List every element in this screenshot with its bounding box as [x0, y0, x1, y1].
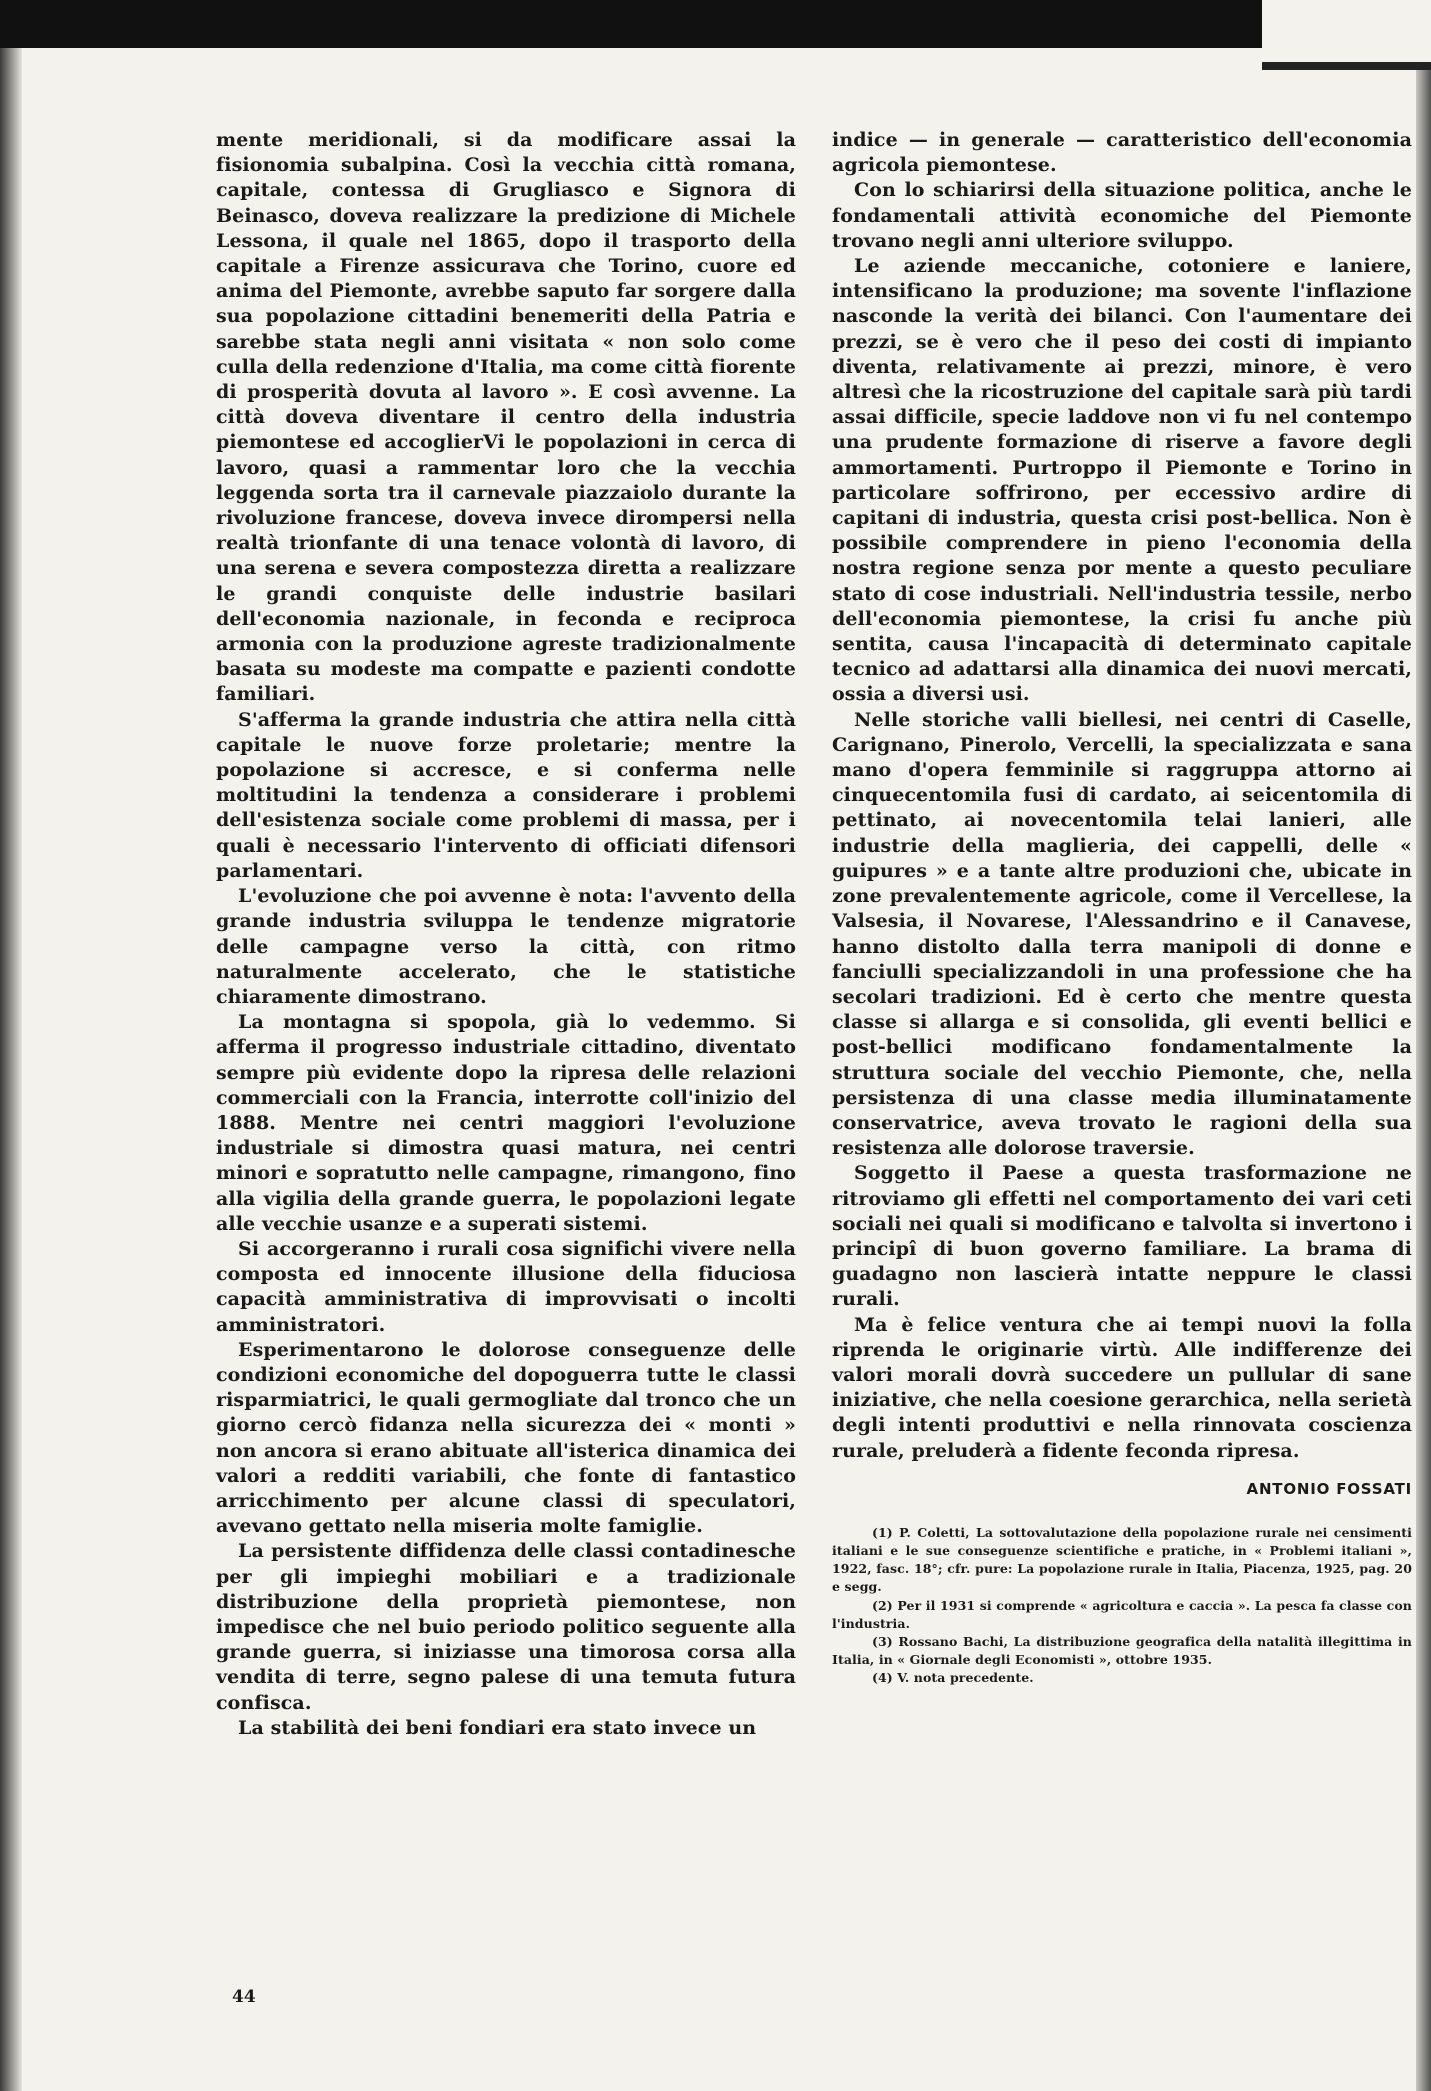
- left-paragraph-8: La stabilità dei beni fondiari era stato invece un: [238, 1716, 757, 1739]
- left-text-column: [216, 128, 796, 1741]
- top-black-band: [0, 0, 1262, 48]
- page-number: 44: [232, 1987, 256, 2007]
- footnotes: [832, 1524, 1412, 1688]
- left-paragraph-6: Esperimentarono le dolorose conseguenze delle condizioni economiche del dopoguerra tutte le classi risparmiatrici, le quali germogliate dal tronco che un giorno cercò fidanza nella sicurezza dei « monti » non ancora si erano abituate all'isterica dinamica dei valori a redditi variabili, che fonte di fantastico arricchimento per alcune classi di speculatori, avevano gettato nella miseria molte famiglie.: [216, 1338, 796, 1538]
- right-text-column: [832, 128, 1412, 1688]
- right-paragraph-3: Le aziende meccaniche, cotoniere e laniere, intensificano la produzione; ma sovente l'inflazione nasconde la verità dei bilanci. Con l'aumentare dei prezzi, se è vero che il peso dei costi di impianto diventa, relativamente ai prezzi, minore, è vero altresì che la ricostruzione del capitale sarà più tardi assai difficile, specie laddove non vi fu nel contempo una prudente formazione di riserve a favore degli ammortamenti. Purtroppo il Piemonte e Torino in particolare soffrirono, per eccessivo ardire di capitani di industria, questa crisi post-bellica. Non è possibile comprendere in pieno l'economia della nostra regione senza por mente a questo peculiare stato di cose industriali. Nell'industria tessile, nerbo dell'economia piemontese, la crisi fu anche più sentita, causa l'incapacità di determinato capitale tecnico ad adattarsi alla dinamica dei nuovi mercati, ossia a diversi usi.: [832, 255, 1412, 706]
- right-paragraph-5: Soggetto il Paese a questa trasformazione ne ritroviamo gli effetti nel comportamento dei vari ceti sociali nei quali si modificano e talvolta si invertono i principî di buon governo familiare. La brama di guadagno non lascierà intatte neppure le classi rurali.: [832, 1162, 1412, 1311]
- footnote-1: (1) P. Coletti, La sottovalutazione della popolazione rurale nei censimenti italiani e le sue conseguenze scientifiche e pratiche, in « Problemi italiani », 1922, fasc. 18°; cfr. pure: La popolazione rurale in Italia, Piacenza, 1925, pag. 20 e segg.: [832, 1524, 1412, 1595]
- footnote-4: (4) V. nota precedente.: [872, 1670, 1034, 1686]
- left-paragraph-3: L'evoluzione che poi avvenne è nota: l'avvento della grande industria sviluppa le tendenze migratorie delle campagne verso la città, con ritmo naturalmente accelerato, che le statistiche chiaramente dimostrano.: [216, 885, 796, 1008]
- left-paragraph-2: S'afferma la grande industria che attira nella città capitale le nuove forze proletarie; mentre la popolazione si accresce, e si conferma nelle moltitudini la tendenza a considerare i problemi dell'esistenza sociale come problemi di massa, per i quali è necessario l'intervento di officiati difensori parlamentari.: [216, 708, 796, 882]
- page-spine-shadow: [0, 48, 22, 2091]
- page-edge-shadow: [1416, 70, 1431, 2091]
- left-paragraph-4: La montagna si spopola, già lo vedemmo. Si afferma il progresso industriale cittadino, diventato sempre più evidente dopo la ripresa delle relazioni commerciali con la Francia, interrotte coll'inizio del 1888. Mentre nei centri maggiori l'evoluzione industriale si dimostra quasi matura, nei centri minori e sopratutto nelle campagne, rimangono, fino alla vigilia della grande guerra, le popolazioni legate alle vecchie usanze e a superati sistemi.: [216, 1011, 796, 1235]
- footnote-2: (2) Per il 1931 si comprende « agricoltura e caccia ». La pesca fa classe con l'industria.: [832, 1597, 1412, 1631]
- left-paragraph-5: Si accorgeranno i rurali cosa significhi vivere nella composta ed innocente illusione della fiduciosa capacità amministrativa di improvvisati o incolti amministratori.: [216, 1237, 796, 1336]
- author-signature: ANTONIO FOSSATI: [1246, 1479, 1412, 1498]
- right-paragraph-1: indice — in generale — caratteristico dell'economia agricola piemontese.: [832, 129, 1412, 177]
- left-paragraph-1: mente meridionali, si da modificare assai la fisionomia subalpina. Così la vecchia città romana, capitale, contessa di Grugliasco e Signora di Beinasco, doveva realizzare la predizione di Michele Lessona, il quale nel 1865, dopo il trasporto della capitale a Firenze assicurava che Torino, cuore ed anima del Piemonte, avrebbe saputo far sorgere dalla sua popolazione cittadini benemeriti della Patria e sarebbe stata negli anni visitata « non solo come culla della redenzione d'Italia, ma come città fiorente di prosperità dovuta al lavoro ». E così avvenne. La città doveva diventare il centro della industria piemontese ed accoglierVi le popolazioni in cerca di lavoro, quasi a rammentar loro che la vecchia leggenda sorta tra il carnevale piazzaiolo durante la rivoluzione francese, doveva invece dirompersi nella realtà trionfante di una tenace volontà di lavoro, di una serena e severa compostezza diretta a realizzare le grandi conquiste delle industrie basilari dell'economia nazionale, in feconda e reciproca armonia con la produzione agreste tradizionalmente basata su modeste ma compatte e pazienti condotte familiari.: [216, 129, 796, 706]
- right-paragraph-4: Nelle storiche valli biellesi, nei centri di Caselle, Carignano, Pinerolo, Vercelli, la specializzata e sana mano d'opera femminile si raggruppa attorno ai cinquecentomila fusi di cardato, ai seicentomila di pettinato, ai novecentomila telai lanieri, alle industrie della maglieria, dei cappelli, delle « guipures » e a tante altre produzioni che, ubicate in zone prevalentemente agricole, come il Vercellese, la Valsesia, il Novarese, l'Alessandrino e il Canavese, hanno distolto dalla terra manipoli di donne e fanciulli specializzandoli in una professione che ha secolari tradizioni. Ed è certo che mentre questa classe si allarga e si consolida, gli eventi bellici e post-bellici modificano fondamentalmente la struttura sociale del vecchio Piemonte, che, nella persistenza di una classe media illuminatamente conservatrice, aveva trovato le ragioni della sua resistenza alle dolorose traversie.: [832, 708, 1412, 1160]
- right-paragraph-6: Ma è felice ventura che ai tempi nuovi la folla riprenda le originarie virtù. Alle indifferenze dei valori morali dovrà succedere un pullular di sane iniziative, che nella coesione gerarchica, nella serietà degli intenti produttivi e nella rinnovata coscienza rurale, preluderà a fidente feconda ripresa.: [832, 1313, 1412, 1462]
- top-edge-line: [1262, 62, 1431, 70]
- left-paragraph-7: La persistente diffidenza delle classi contadinesche per gli impieghi mobiliari e a tradizionale distribuzione della proprietà piemontese, non impedisce che nel buio periodo politico seguente alla grande guerra, si iniziasse una timorosa corsa alla vendita di terre, segno palese di una temuta futura confisca.: [216, 1540, 796, 1714]
- footnote-3: (3) Rossano Bachi, La distribuzione geografica della natalità illegittima in Italia, in « Giornale degli Economisti », ottobre 1935.: [832, 1633, 1412, 1668]
- right-paragraph-2: Con lo schiarirsi della situazione politica, anche le fondamentali attività economiche del Piemonte trovano negli anni ulteriore sviluppo.: [832, 179, 1412, 252]
